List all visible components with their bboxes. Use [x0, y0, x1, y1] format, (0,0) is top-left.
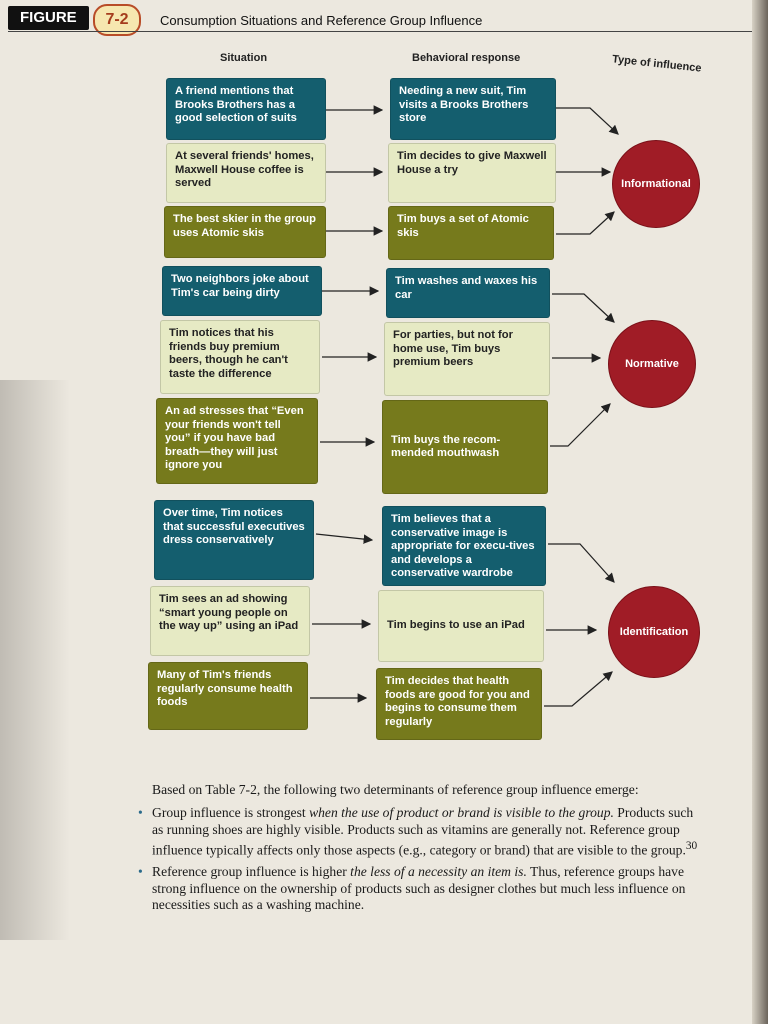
situation-box-2: At several friends' homes, Maxwell House coffee is served [166, 143, 326, 203]
response-box-6: Tim buys the recom-mended mouthwash [382, 400, 548, 494]
situation-box-4: Two neighbors joke about Tim's car being dirty [162, 266, 322, 316]
influence-circle-identification: Identification [608, 586, 700, 678]
influence-circle-normative: Normative [608, 320, 696, 408]
figure-title: Consumption Situations and Reference Group Influence [160, 13, 483, 28]
response-box-5: For parties, but not for home use, Tim buys premium beers [384, 322, 550, 396]
bullet2-rest: Thus, reference groups have strong influence on the ownership of products such as designer clothes but much less influence on necessities such as a washing machine. [152, 863, 686, 913]
situation-box-6: An ad stresses that “Even your friends won't tell you” if you have bad breath—they will just ignore you [156, 398, 318, 484]
situation-box-7: Over time, Tim notices that successful executives dress conservatively [154, 500, 314, 580]
influence-circle-informational: Informational [612, 140, 700, 228]
figure-label: FIGURE [8, 6, 89, 30]
bullet1-emphasis: when the use of product or brand is visible to the group. [309, 804, 614, 820]
response-box-8: Tim begins to use an iPad [378, 590, 544, 662]
situation-box-8: Tim sees an ad showing “smart young people on the way up” using an iPad [150, 586, 310, 656]
response-box-7: Tim believes that a conservative image is appropriate for execu-tives and develops a conservative wardrobe [382, 506, 546, 586]
determinant-list [152, 805, 704, 914]
situation-box-5: Tim notices that his friends buy premium beers, though he can't taste the difference [160, 320, 320, 394]
response-box-4: Tim washes and waxes his car [386, 268, 550, 318]
column-header-type: Type of influence [611, 53, 703, 75]
determinant-necessity [152, 864, 704, 914]
determinant-visibility [152, 805, 704, 860]
bullet1-start: Group influence is strongest [152, 804, 310, 820]
footnote-ref-30: 30 [685, 840, 698, 853]
bullet1-rest: Products such as running shoes are highly visible. Products such as vitamins are generally not. Reference group influence typically affects only those aspects (e.g., category or brand) that are visible to the group. [152, 804, 694, 858]
situation-box-1: A friend mentions that Brooks Brothers has a good selection of suits [166, 78, 326, 140]
bullet2-emphasis: the less of a necessity an item is. [350, 863, 527, 879]
response-box-3: Tim buys a set of Atomic skis [388, 206, 554, 260]
figure-number: 7-2 [93, 4, 141, 36]
body-text [152, 782, 704, 918]
bullet2-start: Reference group influence is higher [152, 863, 351, 879]
situation-box-3: The best skier in the group uses Atomic skis [164, 206, 326, 258]
column-header-behavior: Behavioral response [412, 52, 521, 64]
response-box-2: Tim decides to give Maxwell House a try [388, 143, 556, 203]
column-header-situation: Situation [220, 52, 268, 64]
page-edge [752, 0, 768, 1024]
situation-box-9: Many of Tim's friends regularly consume health foods [148, 662, 308, 730]
response-box-9: Tim decides that health foods are good for you and begins to consume them regularly [376, 668, 542, 740]
body-intro: Based on Table 7-2, the following two determinants of reference group influence emerge: [152, 782, 639, 797]
response-box-1: Needing a new suit, Tim visits a Brooks Brothers store [390, 78, 556, 140]
